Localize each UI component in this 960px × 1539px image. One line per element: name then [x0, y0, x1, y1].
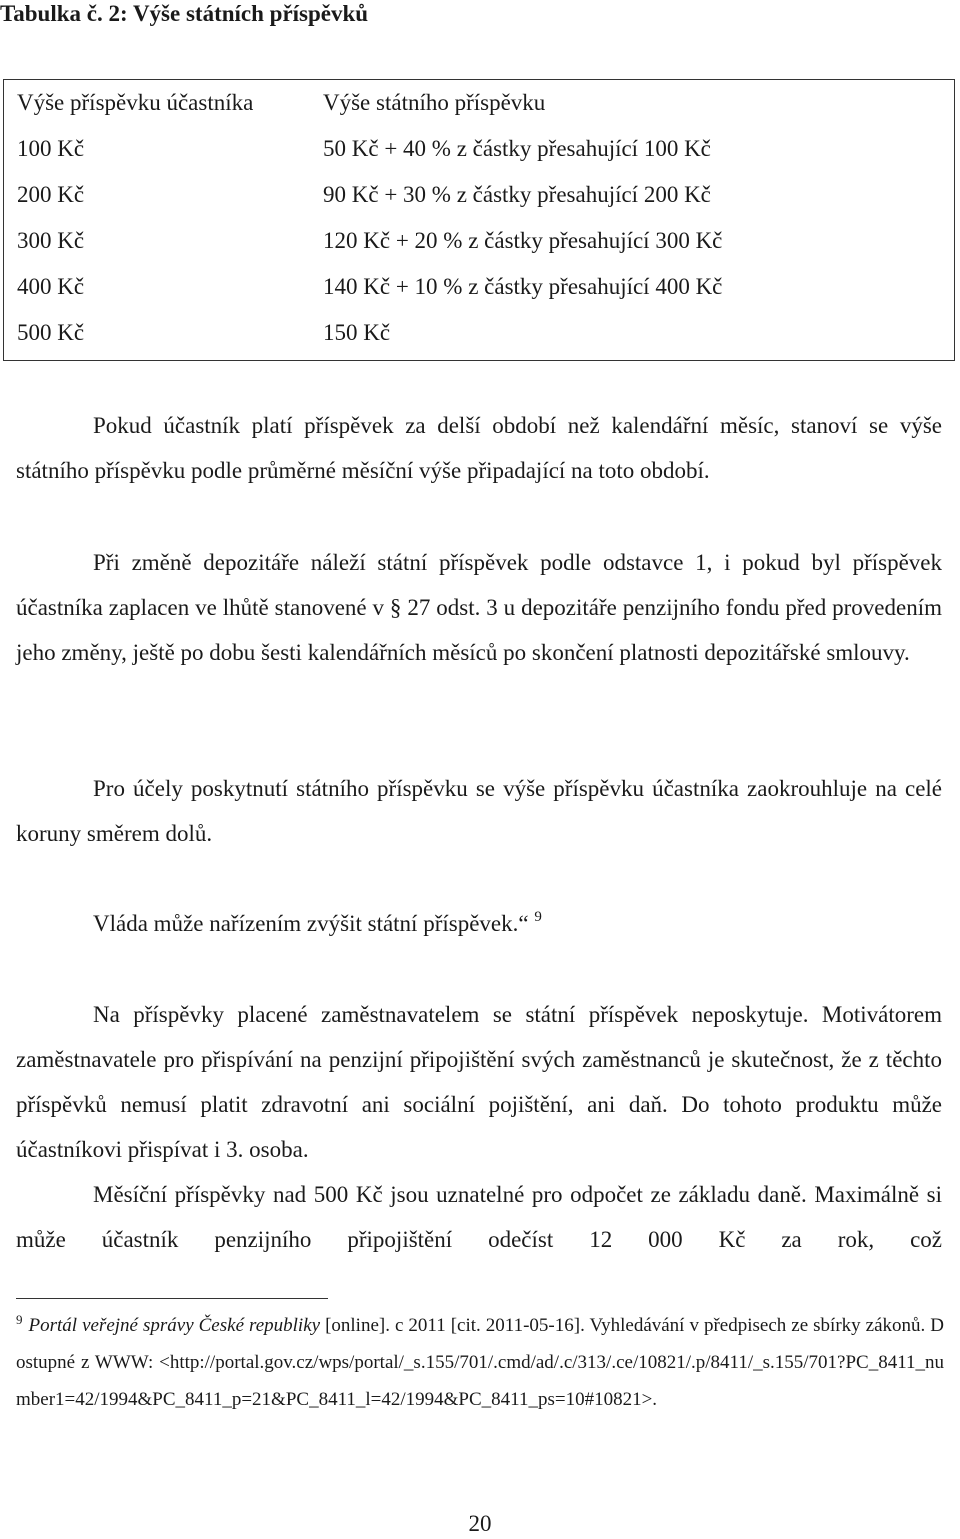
footnote-mark: 9 [16, 1312, 23, 1327]
paragraph-rounding [16, 766, 942, 856]
paragraph-averaging [16, 403, 942, 493]
paragraph-text: Při změně depozitáře náleží státní příspěvek podle odstavce 1, i pokud byl příspěvek účastníka zaplacen ve lhůtě stanovené v § 27 odst. 3 u depozitáře penzijního fondu před provedením jeho změny, ještě po dobu šesti kalendářních měsíců po skončení platnosti depozitářské smlouvy. [16, 550, 942, 665]
paragraph-tax [16, 1172, 942, 1262]
table-cell: 140 Kč + 10 % z částky přesahující 400 Kč [323, 274, 723, 299]
table-cell: 200 Kč [17, 182, 85, 207]
paragraph-text: Měsíční příspěvky nad 500 Kč jsou uznatelné pro odpočet ze základu daně. Maximálně si může účastník penzijního připojištění odečíst 12 000 Kč za rok, což [16, 1182, 942, 1252]
paragraph-depository-change [16, 540, 942, 675]
table-cell: 50 Kč + 40 % z částky přesahující 100 Kč [323, 136, 711, 161]
paragraph-text: Pro účely poskytnutí státního příspěvku se výše příspěvku účastníka zaokrouhluje na celé koruny směrem dolů. [16, 776, 942, 846]
footnote-separator [16, 1298, 328, 1299]
paragraph-text: Na příspěvky placené zaměstnavatelem se státní příspěvek neposkytuje. Motivátorem zaměstnavatele pro přispívání na penzijní připojištění svých zaměstnanců je skutečnost, že z těchto příspěvků nemusí platit zdravotní ani sociální pojištění, ani daň. Do tohoto produktu může účastníkovi přispívat i 3. osoba. [16, 1002, 942, 1162]
footnote [16, 1307, 944, 1418]
footnote-text: [online]. c 2011 [cit. 2011-05-16]. Vyhledávání v předpisech ze sbírky zákonů. Dostupné z WWW: <http://portal.gov.cz/wps/portal/_s.155/701/.cmd/ad/.c/313/.ce/10821/.p/8411/_s.155/701?PC_8411_number1=42/1994&PC_8411_p=21&PC_8411_l=42/1994&PC_8411_ps=10#10821>. [16, 1315, 945, 1410]
paragraph-employer [16, 992, 942, 1172]
table-cell: 100 Kč [17, 136, 85, 161]
table-cell: 150 Kč [323, 320, 391, 345]
header-state-contribution: Výše státního příspěvku [323, 90, 546, 115]
page-number: 20 [468, 1511, 492, 1536]
paragraph-text: Vláda může nařízením zvýšit státní příspěvek.“ [93, 911, 529, 936]
table-cell: 120 Kč + 20 % z částky přesahující 300 Kč [323, 228, 723, 253]
table-caption: Tabulka č. 2: Výše státních příspěvků [0, 1, 369, 26]
table-header-row [4, 80, 954, 126]
table-row [4, 310, 954, 356]
footnote-reference: 9 [534, 909, 542, 925]
table-row [4, 264, 954, 310]
table-row [4, 218, 954, 264]
state-contribution-table [3, 79, 955, 361]
footnote-source: Portál veřejné správy České republiky [28, 1315, 321, 1336]
table-row [4, 126, 954, 172]
table-cell: 500 Kč [17, 320, 85, 345]
table-row [4, 172, 954, 218]
header-participant-contribution: Výše příspěvku účastníka [17, 90, 254, 115]
table-cell: 90 Kč + 30 % z částky přesahující 200 Kč [323, 182, 711, 207]
table-cell: 400 Kč [17, 274, 85, 299]
table-cell: 300 Kč [17, 228, 85, 253]
paragraph-text: Pokud účastník platí příspěvek za delší období než kalendářní měsíc, stanoví se výše státního příspěvku podle průměrné měsíční výše připadající na toto období. [16, 413, 942, 483]
paragraph-government [16, 901, 942, 946]
